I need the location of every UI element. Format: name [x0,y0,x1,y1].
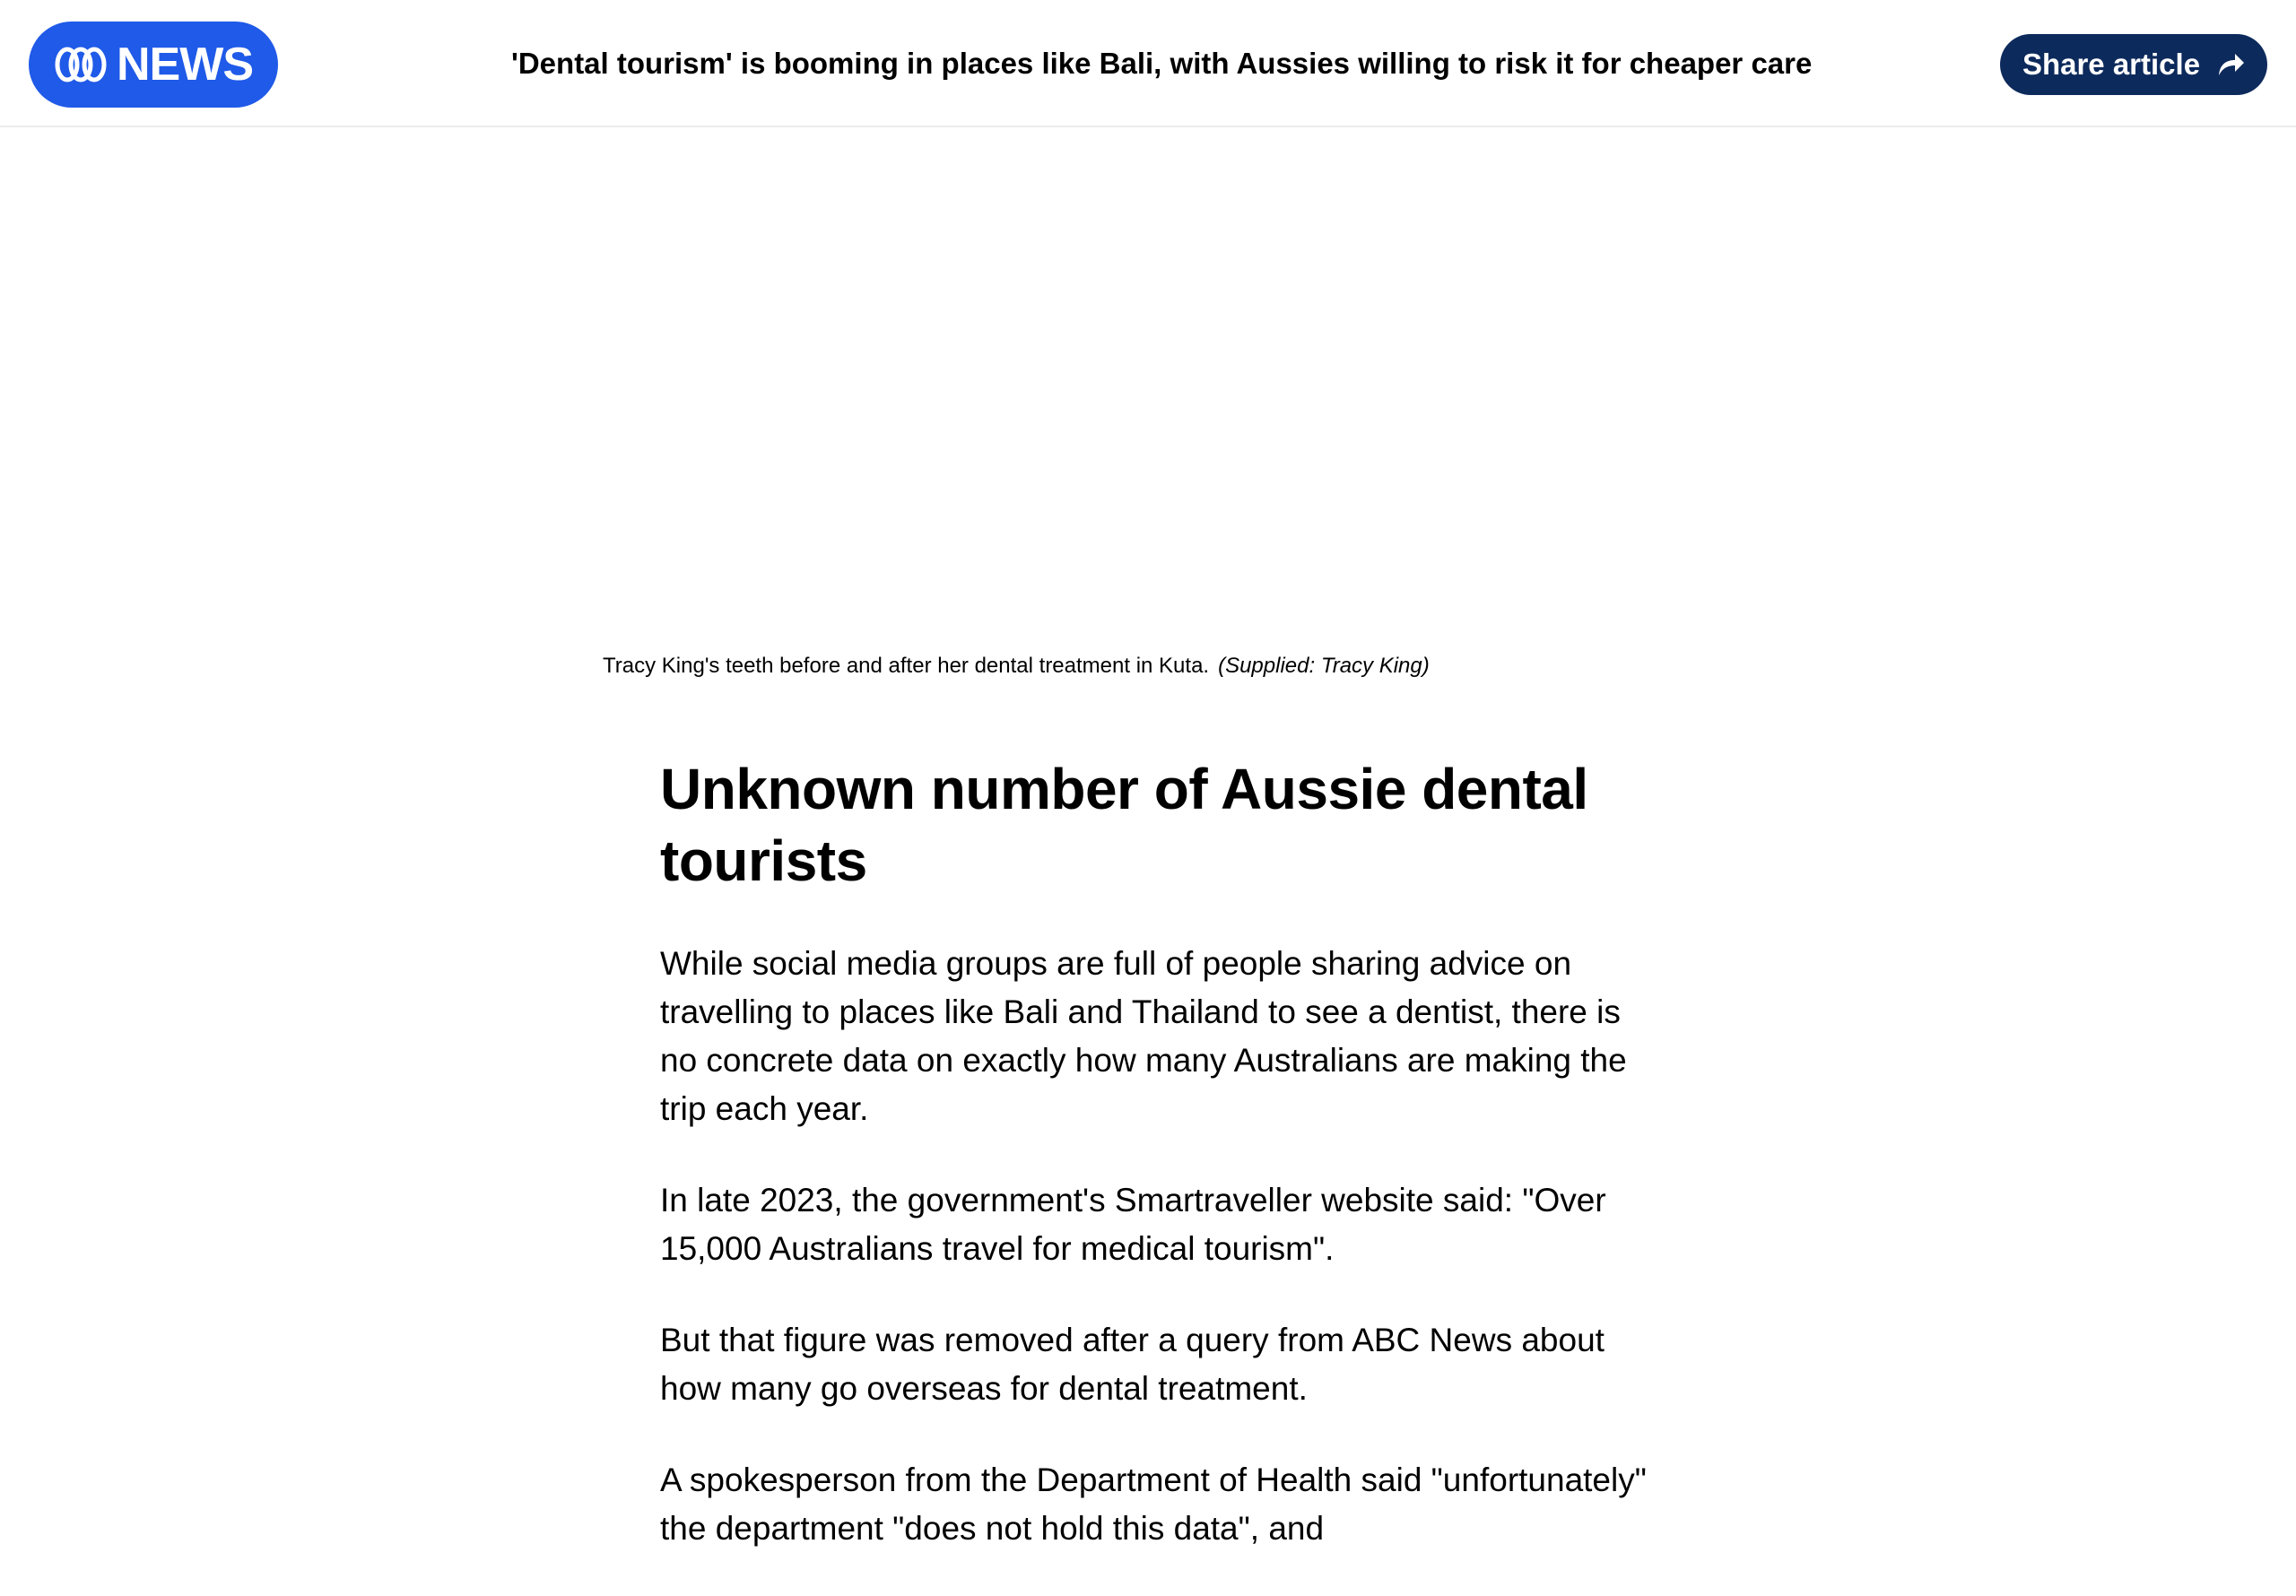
article-image-area [0,127,2296,612]
logo-wordmark: NEWS [117,39,253,91]
caption-credit: (Supplied: Tracy King) [1218,654,1430,678]
article-headline: 'Dental tourism' is booming in places like Bali, with Aussies willing to risk it for cheaper care [511,47,1813,80]
abc-logo-icon [54,46,108,83]
image-caption [603,651,1430,681]
share-button-label: Share article [2022,48,2201,81]
caption-text: Tracy King's teeth before and after her dental treatment in Kuta. [603,654,1210,678]
paragraph: While social media groups are full of people sharing advice on travelling to places like Bali and Thailand to see a dentist, there is no concrete data on exactly how many Australians are making the trip each year. [660,945,1627,1127]
abc-news-logo[interactable] [29,22,278,108]
share-arrow-icon [2216,52,2245,77]
paragraph: A spokesperson from the Department of Health said "unfortunately" the department "does not hold this data", and [660,1462,1647,1547]
site-header [0,0,2296,127]
section-heading: Unknown number of Aussie dental tourists [660,757,1588,893]
share-article-button[interactable] [2000,34,2267,95]
paragraph: But that figure was removed after a query from ABC News about how many go overseas for dental treatment. [660,1322,1605,1407]
paragraph: In late 2023, the government's Smartraveller website said: "Over 15,000 Australians travel for medical tourism". [660,1182,1606,1267]
article-body [660,753,1656,1596]
